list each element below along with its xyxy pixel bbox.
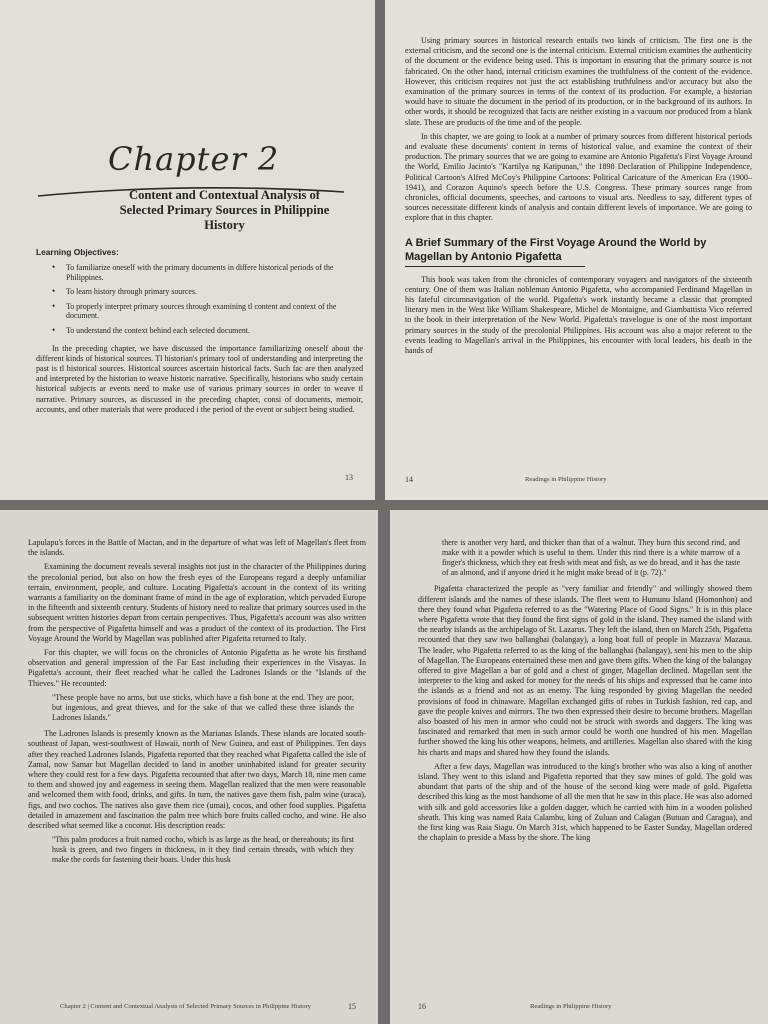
- body-paragraph: In this chapter, we are going to look at a number of primary sources from different historical periods and evaluate these documents' content in terms of historical value, and examine the context of their production. The primary sources that we are going to examine are Antonio Pigafetta's First Voyage Around the World, Emilio Jacinto's "Kartilya ng Katipunan," the 1898 Declaration of Philippine Independence, Political Cartoon's Alfred McCoy's Philippine Cartoons: Political Caricature of the American Era (1900–1941), and Corazon Aquino's speech before the U.S. Congress. These primary sources range from chronicles, official documents, speeches, and cartoons to visual arts. Needless to say, different types of sources necessitate different kinds of analysis and contain different levels of importance. We are going to explore that in this chapter.: [405, 131, 752, 223]
- objective-item: • To properly interpret primary sources through examining tl content and context of the document.: [66, 302, 363, 321]
- body-paragraph: In the preceding chapter, we have discussed the importance familiarizing oneself about the different kinds of historical sources. Tl historian's primary tool of understanding and interpreting the past is tl historical sources. Historical sources ascertain historical facts. Such fac are then analyzed and interpreted by the historian to weave historic narrative. Specifically, historians who study certain historical subjects ar events need to make use of various primary sources in order to weave tl narrative. Primary sources, as discussed in the preceding chapter, consi of documents, memoir, accounts, and other materials that were produced i the period of the event or subject being studied.: [36, 343, 363, 414]
- decorative-swoosh: [36, 186, 346, 200]
- objective-item: • To learn history through primary sources.: [66, 287, 363, 297]
- body-paragraph: Using primary sources in historical research entails two kinds of criticism. The first one is the external criticism, and the second one is the internal criticism. External criticism examines the authenticity of the document or the evidence being used. This is important in ensuring that the primary source is not fabricated. On the other hand, internal criticism examines the truthfulness of the content of the evidence. However, this criticism requires not just the act establishing truthfulness and/or accuracy but also the examination of the primary sources in terms of the context of its production. For example, a historian would have to situate the document in the period of its production, or in the background of its authors. In other words, it should be recognized that facts are neither existing in a vacuum nor produced from a blank slate. These are products of the time and of the people.: [405, 36, 752, 127]
- page-number: 13: [345, 473, 353, 482]
- body-paragraph: The Ladrones Islands is presently known as the Marianas Islands. These islands are located south-southeast of Japan, west-southwest of Hawaii, north of New Guinea, and east of Philippines. Ten days after they reached Ladrones Islands, Pigafetta reported that they reached what Pigafetta called the isle of Zamal, now Samar but Magellan decided to land in another uninhabited island for greater security where they could rest for a few days. Pigafetta recounted that after two days, March 18, nine men came to them and showed joy and eagerness in seeing them. Magellan realized that the men were reasonable and welcomed them with food, drinks, and gifts. In turn, the natives gave them fish, palm wine (uraca), figs, and two cochos. The natives also gave them rice (umai), cocos, and other food supplies. Pigafetta detailed in amazement and fascination the palm tree which bore fruits called cocho, and wine. He also described what seemed like a coconut. His description reads:: [28, 729, 366, 830]
- page-14: [385, 0, 768, 500]
- page-number: 15: [348, 1002, 356, 1011]
- objectives-heading: Learning Objectives:: [36, 247, 119, 257]
- page-16: [390, 510, 768, 1024]
- block-quote: "These people have no arms, but use sticks, which have a fish bone at the end. They are poor, but ingenious, and great thieves, and for the sake of that we called these three islands the Ladrones Islands.": [52, 692, 354, 723]
- block-quote: "This palm produces a fruit named cocho, which is as large as the head, or thereabouts; its first husk is green, and two fingers in thickness, in it they find certain threads, with which they make the cords for fastening their boats. Under this husk: [52, 835, 354, 865]
- block-quote: there is another very hard, and thicker than that of a walnut. They burn this second rind, and make with it a powder which is useful to them. Under this rind there is a white marrow of a finger's thickness, which they eat fresh with meat and fish, as we do bread, and it has the taste of an almond, and if anyone dried it he might make bread of it (p. 72).": [442, 538, 740, 578]
- page-number: 16: [418, 1002, 426, 1011]
- objective-item: • To understand the context behind each selected document.: [66, 326, 363, 336]
- objectives-list: [36, 263, 363, 336]
- running-footer: Readings in Philippine History: [530, 1003, 612, 1010]
- body-paragraph: After a few days, Magellan was introduced to the king's brother who was also a king of another island. They went to this island and Pigafetta reported that they saw mines of gold. The gold was abundant that parts of the ship and of the house of the second king were made of gold. Pigafetta described this king as the most handsome of all the men that he saw in this place. He was also adorned with silk and gold accessories like a golden dagger, which he carried with him in a wooden polished sheath. This king was named Raia Calambu, king of Zuluan and Calagan (Butuan and Caragua), and the first king was Raia Siagu. On March 31st, which happened to be Easter Sunday, Magellan ordered the chaplain to preside a Mass by the shore. The king: [418, 761, 752, 843]
- objective-item: • To familiarize oneself with the primary documents in differe historical periods of the Philippines.: [66, 263, 363, 282]
- body-paragraph: Pigafetta characterized the people as "very familiar and friendly" and willingly showed them different islands and the names of these islands. The fleet went to Humunu Island (Homonhon) and there they found what Pigafetta referred to as the "Watering Place of Good Signs." It is in this place where Pigafetta wrote that they found the first signs of gold in the island. They named the island with the nearby islands as the archipelago of St. Lazarus. They left the island, then on March 25th, Pigafetta recounted that they saw two ballanghai (balangay), a long boat full of people in Mazzava/ Mazaua. The leader, who Pigafetta referred to as the king of the ballanghai (balangay), sent his men to the ship of Magellan. The Europeans entertained these men and gave them gifts. When the king of the balangay offered to give Magellan a bar of gold and a chest of ginger, Magellan declined. Magellan sent the interpreter to the king and asked for money for the needs of his ships and expressed that he came into the islands as a friend and not as an enemy. The king responded by giving Magellan the needed provisions of food in chinaware. Magellan exchanged gifts of robes in Turkish fashion, red cap, and gave the people knives and mirrors. The two then expressed their desire to become brothers. Magellan also boasted of his men in armor who could not be struck with swords and daggers. The king was fascinated and remarked that men in such armor could be worth one hundred of his men. Magellan further showed the king his other weapons, helmets, and artilleries. Magellan also shared with the king his charts and maps and shared how they found the islands.: [418, 584, 752, 757]
- section-heading: A Brief Summary of the First Voyage Around the World by Magellan by Antonio Pigafetta: [405, 236, 707, 263]
- page-15: [0, 510, 378, 1024]
- chapter-label: Chapter 2: [108, 140, 280, 178]
- page-number: 14: [405, 475, 413, 484]
- body-paragraph: Lapulapu's forces in the Battle of Mactan, and in the departure of what was left of Magellan's fleet from the islands.: [28, 538, 366, 558]
- body-paragraph: Examining the document reveals several insights not just in the character of the Philippines during the precolonial period, but also on how the fresh eyes of the Europeans regard a deeply unfamiliar terrain, environment, people, and culture. Locating Pigafetta's account in the context of its writing warrants a familiarity on the dominant frame of mind in the age of exploration, which pervaded Europe in the fifteenth and sixteenth century. Students of history need to realize that primary sources used in the subsequent written histories depart from certain perspectives. Thus, Pigafetta's account was also written from the perspective of Pigafetta himself and was a product of the context of its production. The First Voyage Around the World by Magellan was published after Pigafetta returned to Italy.: [28, 562, 366, 643]
- page-13: [0, 0, 375, 500]
- chapter-title: Content and Contextual Analysis of Selected Primary Sources in Philippine History: [119, 188, 330, 232]
- body-paragraph: This book was taken from the chronicles of contemporary voyagers and navigators of the sixteenth century. One of them was Italian nobleman Antonio Pigafetta, who accompanied Ferdinand Magellan in his fateful circumnavigation of the world. Pigafetta's work instantly became a classic that prompted literary men in the West like William Shakespeare, Michel de Montaigne, and Giambattista Vico referred to the book in their interpretation of the New World. Pigafetta's travelogue is one of the most important primary sources in the study of the precolonial Philippines. His account was also a major referent to the events leading to Magellan's arrival in the Philippines, his encounter with local leaders, his death in the hands of: [405, 274, 752, 356]
- chapter-footer: Chapter 2 | Content and Contextual Analysis of Selected Primary Sources in Philippine History: [60, 1003, 311, 1010]
- section-underline: [405, 266, 585, 267]
- body-paragraph: For this chapter, we will focus on the chronicles of Antonio Pigafetta as he wrote his firsthand observation and general impression of the Far East including their experiences in the Visayas. In Pigafetta's account, their fleet reached what he called the Ladrones Islands or the "Islands of the Thieves." He recounted:: [28, 648, 366, 688]
- running-footer: Readings in Philippine History: [525, 476, 607, 483]
